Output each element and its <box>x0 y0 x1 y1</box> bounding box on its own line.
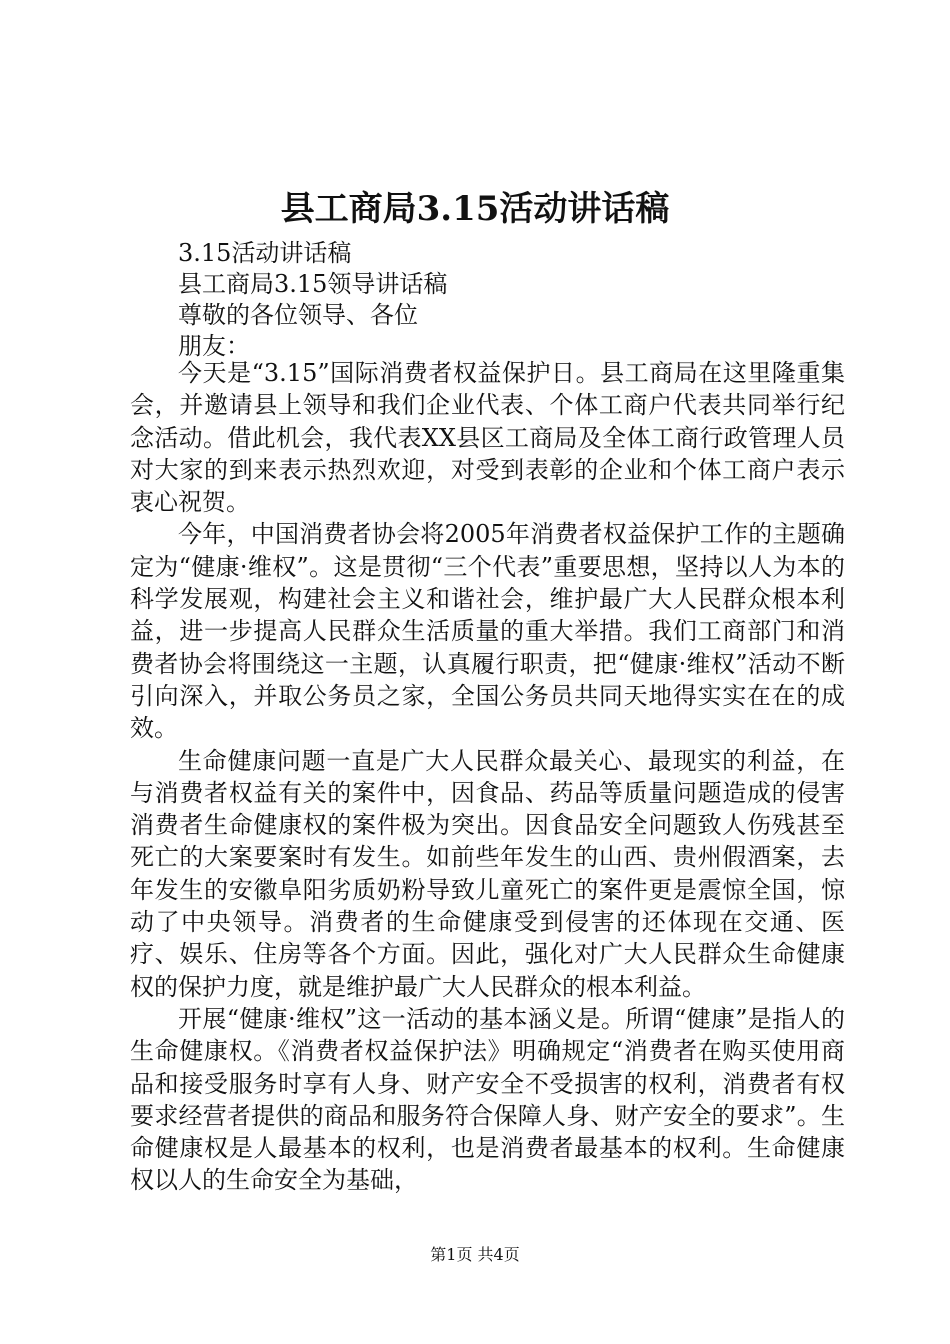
paragraph-2: 今年，中国消费者协会将2005年消费者权益保护工作的主题确定为“健康·维权”。这是贯彻“三个代表”重要思想，坚持以人为本的科学发展观，构建社会主义和谐社会，维护最广大人民群众根本利益，进一步提高人民群众生活质量的重大举措。我们工商部门和消费者协会将围绕这一主题，认真履行职责，把“健康·维权”活动不断引向深入，并取公务员之家，全国公务员共同天地得实实在在的成效。 <box>130 520 845 743</box>
paragraph-1: 今天是“3.15”国际消费者权益保护日。县工商局在这里隆重集会，并邀请县上领导和我们企业代表、个体工商户代表共同举行纪念活动。借此机会，我代表XX县区工商局及全体工商行政管理人员对大家的到来表示热烈欢迎，对受到表彰的企业和个体工商户表示衷心祝贺。 <box>130 359 845 517</box>
paragraph-3: 生命健康问题一直是广大人民群众最关心、最现实的利益，在与消费者权益有关的案件中，因食品、药品等质量问题造成的侵害消费者生命健康权的案件极为突出。因食品安全问题致人伤残甚至死亡的大案要案时有发生。如前些年发生的山西、贵州假酒案，去年发生的安徽阜阳劣质奶粉导致儿童死亡的案件更是震惊全国，惊动了中央领导。消费者的生命健康受到侵害的还体现在交通、医疗、娱乐、住房等各个方面。因此，强化对广大人民群众生命健康权的保护力度，就是维护最广大人民群众的根本利益。 <box>130 746 845 1001</box>
page-footer: 第1页 共4页 <box>430 1245 520 1264</box>
document-title: 县工商局3.15活动讲话稿 <box>280 189 670 229</box>
intro-line-2: 县工商局3.15领导讲话稿 <box>178 270 448 298</box>
paragraph-4: 开展“健康·维权”这一活动的基本涵义是。所谓“健康”是指人的生命健康权。《消费者权益保护法》明确规定“消费者在购买使用商品和接受服务时享有人身、财产安全不受损害的权利，消费者有权要求经营者提供的商品和服务符合保障人身、财产安全的要求”。生命健康权是人最基本的权利，也是消费者最基本的权利。生命健康权以人的生命安全为基础， <box>130 1004 845 1195</box>
intro-line-1: 3.15活动讲话稿 <box>178 239 352 267</box>
document-body <box>130 357 845 1197</box>
intro-line-3: 尊敬的各位领导、各位 <box>178 301 418 329</box>
salutation: 朋友： <box>178 332 250 360</box>
